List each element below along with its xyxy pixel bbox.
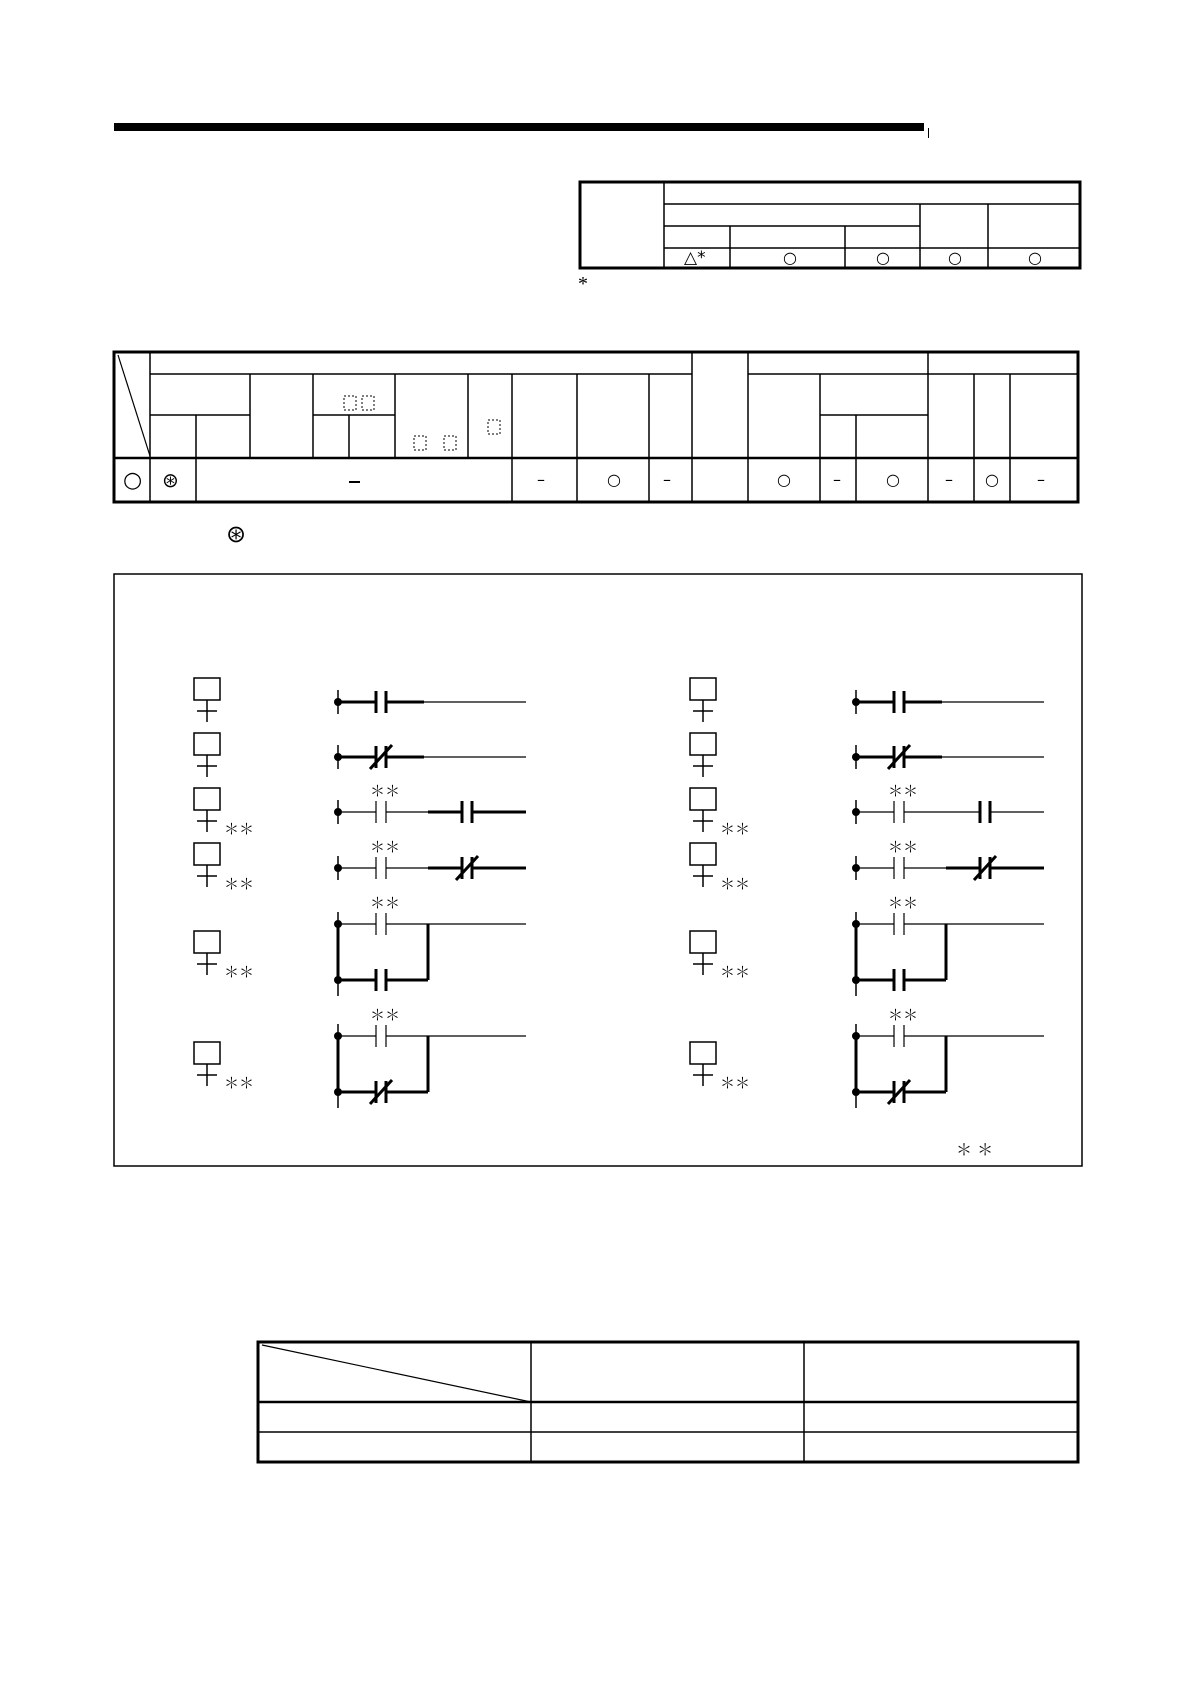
device-dash-mark (349, 481, 360, 483)
ladder-diagrams (194, 678, 1044, 1108)
contact-nc-slash (370, 1080, 392, 1104)
header-rule (114, 123, 924, 131)
double-star-label: ＊＊ (370, 838, 401, 856)
double-star-label: ＊＊ (720, 875, 751, 893)
double-star-label: ＊＊ (720, 963, 751, 981)
double-star-label: ＊＊ (224, 875, 255, 893)
ladder-node (853, 977, 860, 984)
ladder-node (853, 699, 860, 706)
device-row-mark: – (945, 470, 953, 489)
double-star-label: ＊＊ (370, 782, 401, 800)
step-box (194, 788, 220, 810)
step-box (194, 1042, 220, 1064)
device-row-mark: – (1037, 470, 1045, 489)
double-star-label: ＊＊ (370, 1006, 401, 1024)
double-star-label: ＊＊ (888, 1006, 919, 1024)
step-box (194, 843, 220, 865)
ladder-node (853, 865, 860, 872)
ladder-node (853, 1033, 860, 1040)
applicable-cpu-table (580, 182, 1080, 268)
table-mark-cell: △* (684, 248, 706, 268)
top-table-note-marker: * (578, 273, 588, 295)
ladder-node (335, 809, 342, 816)
device-row-mark: ○ (985, 470, 999, 489)
ladder-node (335, 1033, 342, 1040)
header-rule-tick (928, 128, 929, 138)
usable-device-table (114, 352, 1078, 502)
table-mark-cell: ○ (1028, 248, 1042, 267)
ladder-example-box (114, 574, 1082, 1166)
double-star-label: ＊＊ (888, 782, 919, 800)
table-mark-cell: ○ (948, 248, 962, 267)
double-star-label: ＊＊ (888, 838, 919, 856)
device-row-mark: ○ (886, 470, 900, 489)
table-mark-cell: ○ (783, 248, 797, 267)
ladder-node (853, 809, 860, 816)
contact-nc-slash (456, 856, 478, 880)
double-star-label: ＊＊ (224, 820, 255, 838)
double-star-label: ＊＊ (370, 894, 401, 912)
ladder-node (335, 977, 342, 984)
step-box (690, 931, 716, 953)
ladder-node (335, 1089, 342, 1096)
ladder-node (335, 865, 342, 872)
contact-nc-slash (974, 856, 996, 880)
contact-nc-slash (888, 1080, 910, 1104)
double-star-label: ＊＊ (720, 820, 751, 838)
ladder-node (335, 699, 342, 706)
device-row-mark: – (833, 470, 841, 489)
ladder-node (853, 754, 860, 761)
step-box (690, 678, 716, 700)
step-box (690, 788, 716, 810)
step-box (690, 1042, 716, 1064)
ladder-node (853, 921, 860, 928)
contact-nc-slash (888, 745, 910, 769)
ladder-node (335, 754, 342, 761)
device-row-mark: ○ (777, 470, 791, 489)
device-row-mark: ○ (607, 470, 621, 489)
ladder-node (853, 1089, 860, 1096)
device-row-corner-mark: ○ (123, 468, 143, 493)
device-circled-mark: ⊛ (162, 468, 179, 492)
double-star-label: ＊＊ (224, 1074, 255, 1092)
step-box (690, 843, 716, 865)
step-box (690, 733, 716, 755)
double-star-label: ＊＊ (888, 894, 919, 912)
contact-nc-slash (370, 745, 392, 769)
double-star-label: ＊＊ (224, 963, 255, 981)
device-row-mark: – (663, 470, 671, 489)
step-box (194, 733, 220, 755)
operation-table (258, 1342, 1078, 1462)
step-box (194, 931, 220, 953)
device-table-note-marker: ⊛ (226, 520, 247, 548)
double-star-label: ＊＊ (720, 1074, 751, 1092)
device-row-mark: – (537, 470, 545, 489)
step-box (194, 678, 220, 700)
ladder-node (335, 921, 342, 928)
ladder-footnote-marker: ＊ ＊ (956, 1140, 994, 1159)
table-mark-cell: ○ (876, 248, 890, 267)
